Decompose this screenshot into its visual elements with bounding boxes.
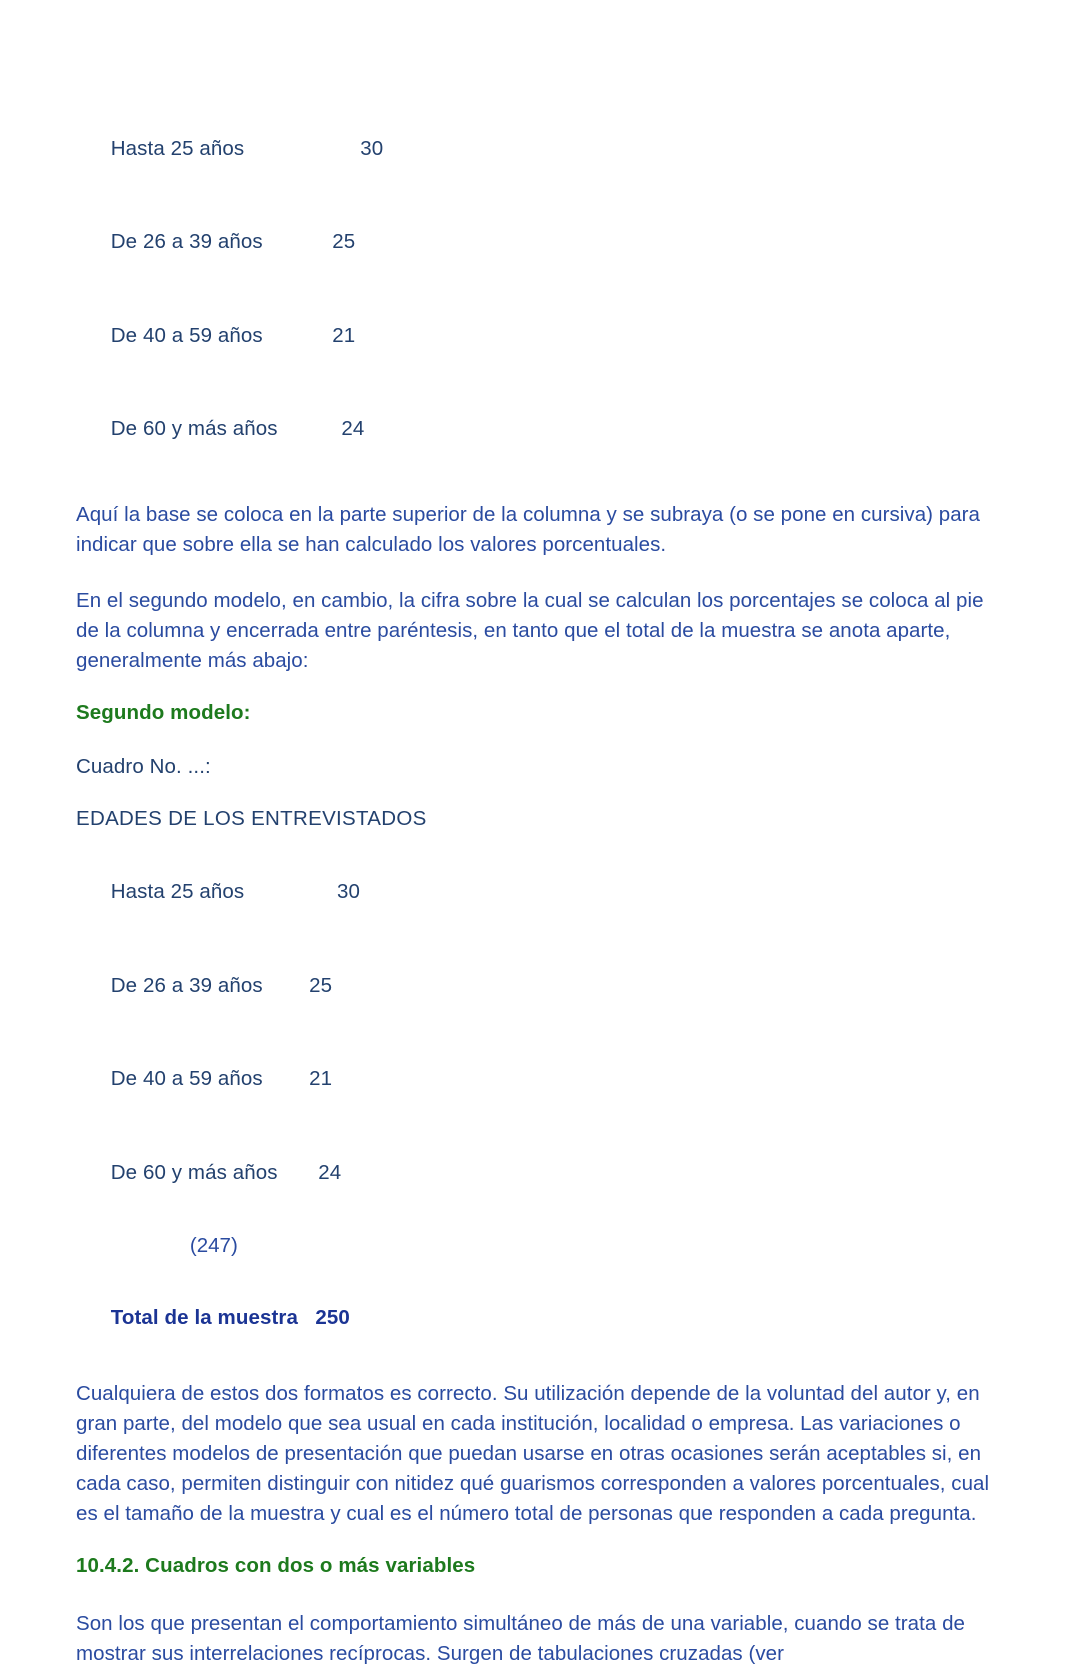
base-value-line: (247) bbox=[76, 1233, 238, 1257]
tab-spacer bbox=[298, 1306, 315, 1329]
age-range-label: De 40 a 59 años bbox=[110, 323, 263, 347]
table-row bbox=[76, 1049, 1012, 1111]
age-range-value: 30 bbox=[360, 136, 384, 160]
age-range-value: 24 bbox=[318, 1160, 342, 1184]
table-row bbox=[76, 118, 1012, 180]
tab-spacer bbox=[278, 417, 342, 440]
table-title: EDADES DE LOS ENTREVISTADOS bbox=[76, 807, 427, 831]
age-range-value: 30 bbox=[337, 880, 361, 904]
total-sample-label: Total de la muestra bbox=[110, 1305, 298, 1329]
table-row bbox=[76, 1142, 1012, 1204]
table-row bbox=[76, 399, 1012, 461]
age-range-value: 24 bbox=[341, 417, 365, 440]
document-content bbox=[76, 118, 1012, 1669]
tab-spacer bbox=[263, 324, 333, 347]
age-range-label: De 40 a 59 años bbox=[110, 1067, 263, 1091]
age-range-value: 25 bbox=[309, 973, 333, 997]
total-sample-value: 250 bbox=[315, 1305, 350, 1329]
tab-spacer bbox=[263, 1067, 309, 1090]
age-range-label: Hasta 25 años bbox=[110, 136, 245, 160]
age-range-value: 21 bbox=[309, 1067, 333, 1091]
age-range-value: 25 bbox=[332, 230, 356, 253]
cuadro-number-line: Cuadro No. ...: bbox=[76, 754, 211, 778]
total-sample-line bbox=[76, 1287, 1012, 1349]
tab-spacer bbox=[263, 974, 309, 997]
age-range-label: Hasta 25 años bbox=[110, 880, 245, 904]
tab-spacer bbox=[278, 1161, 319, 1184]
tab-spacer bbox=[244, 137, 360, 160]
paragraph-formats-note: Cualquiera de estos dos formatos es correcto. Su utilización depende de la voluntad del autor y, en gran parte, del modelo que sea usual en cada institución, localidad o empresa. Las variaciones o diferentes modelos de presentación que puedan usarse en otras ocasiones serán aceptables si, en cada caso, permiten distinguir con nitidez qué guarismos corresponden a valores porcentuales, cual es el tamaño de la muestra y cual es el número total de personas que responden a cada pregunta. bbox=[76, 1381, 990, 1525]
age-range-label: De 60 y más años bbox=[110, 1160, 278, 1184]
heading-section-10-4-2: 10.4.2. Cuadros con dos o más variables bbox=[76, 1553, 476, 1577]
age-range-label: De 60 y más años bbox=[110, 417, 278, 440]
age-range-label: De 26 a 39 años bbox=[110, 973, 263, 997]
table-row bbox=[76, 955, 1012, 1017]
paragraph-section-intro: Son los que presentan el comportamiento simultáneo de más de una variable, cuando se trata de mostrar sus interrelaciones recíprocas. Surgen de tabulaciones cruzadas (ver bbox=[76, 1612, 965, 1666]
tab-spacer bbox=[244, 880, 337, 903]
tab-spacer bbox=[263, 230, 333, 253]
table-row bbox=[76, 305, 1012, 367]
paragraph-base-note: Aquí la base se coloca en la parte superior de la columna y se subraya (o se pone en cursiva) para indicar que sobre ella se han calculado los valores porcentuales. bbox=[76, 503, 980, 556]
paragraph-segundo-modelo-intro: En el segundo modelo, en cambio, la cifra sobre la cual se calculan los porcentajes se coloca al pie de la columna y encerrada entre paréntesis, en tanto que el total de la muestra se anota aparte, generalmente más abajo: bbox=[76, 589, 984, 672]
table-row bbox=[76, 862, 1012, 924]
heading-segundo-modelo: Segundo modelo: bbox=[76, 701, 251, 724]
age-range-value: 21 bbox=[332, 323, 356, 347]
age-range-label: De 26 a 39 años bbox=[110, 230, 263, 253]
table-row bbox=[76, 212, 1012, 274]
